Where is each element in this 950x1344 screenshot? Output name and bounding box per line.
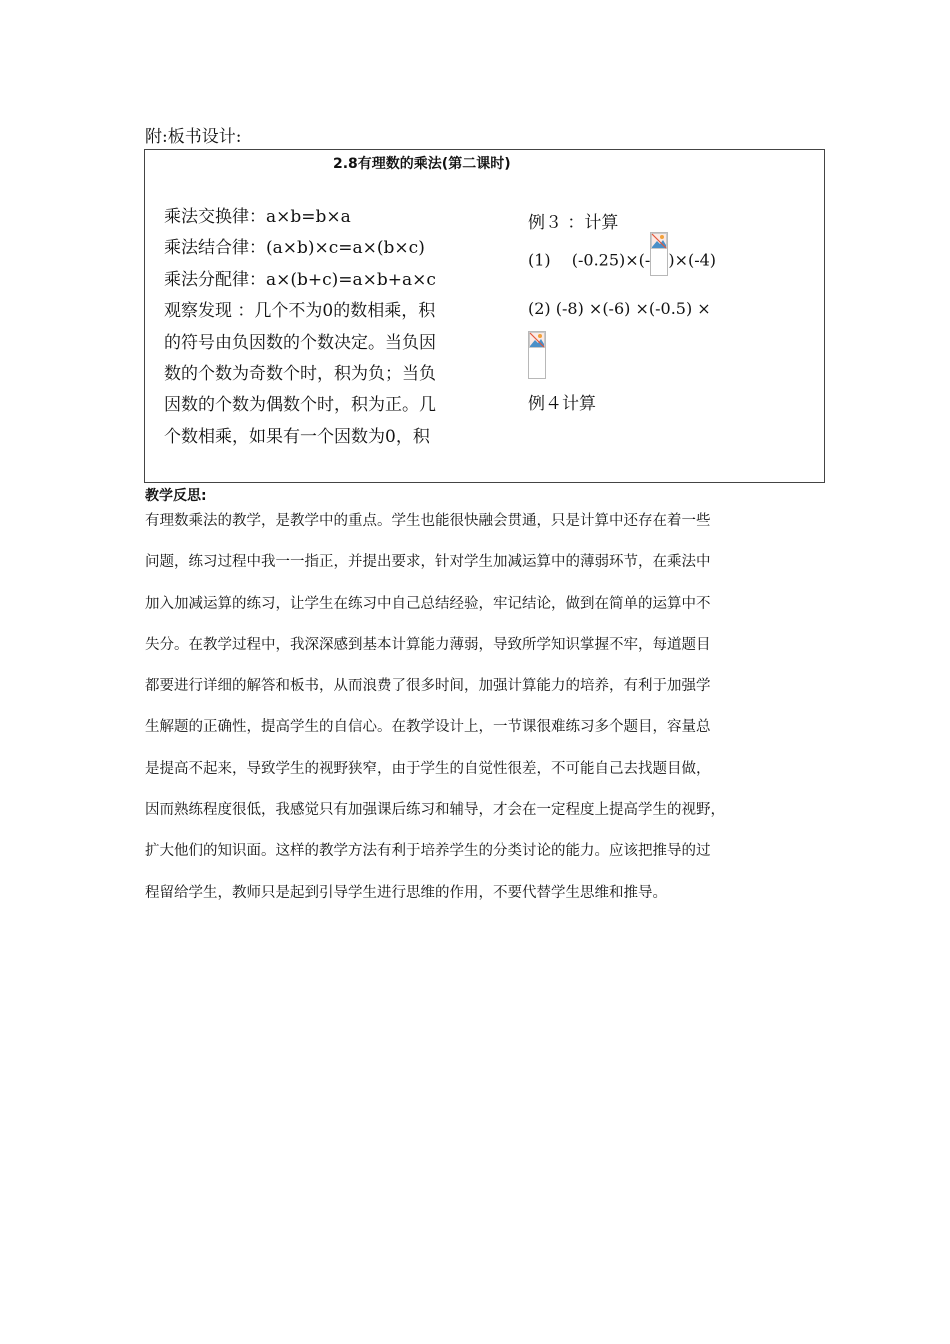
board-design-box [144, 149, 825, 483]
reflection-line: 程留给学生，教师只是起到引导学生进行思维的作用，不要代替学生思维和推导。 [145, 884, 667, 901]
observation-line-5: 个数相乘，如果有一个因数为0，积 [164, 426, 430, 447]
observation-line-2: 的符号由负因数的个数决定。当负因 [164, 332, 436, 353]
reflection-line: 生解题的正确性，提高学生的自信心。在教学设计上，一节课很难练习多个题目，容量总 [145, 719, 711, 736]
ex1-suffix: )×(-4) [668, 250, 717, 270]
law-distributive: 乘法分配律：a×(b+c)=a×b+a×c [164, 269, 436, 290]
broken-image-icon [651, 233, 667, 249]
fraction-image-placeholder-2 [528, 331, 546, 379]
law-associative: 乘法结合律：(a×b)×c=a×(b×c) [164, 238, 425, 259]
reflection-line: 扩大他们的知识面。这样的教学方法有利于培养学生的分类讨论的能力。应该把推导的过 [145, 843, 711, 860]
reflection-line: 因而熟练程度很低，我感觉只有加强课后练习和辅导，才会在一定程度上提高学生的视野， [145, 802, 725, 819]
example-3-item-2-image [528, 331, 546, 379]
broken-image-icon [529, 332, 545, 348]
reflection-line: 失分。在教学过程中，我深深感到基本计算能力薄弱，导致所学知识掌握不牢，每道题目 [145, 636, 711, 653]
example-3-item-2: (2) (-8) ×(-6) ×(-0.5) × [528, 299, 711, 318]
example-3-title: 例３ ：计算 [528, 213, 619, 233]
reflection-line: 问题，练习过程中我一一指正，并提出要求，针对学生加减运算中的薄弱环节，在乘法中 [145, 554, 711, 571]
law-commutative: 乘法交换律：a×b=b×a [164, 207, 351, 227]
reflection-line: 是提高不起来，导致学生的视野狭窄，由于学生的自觉性很差，不可能自己去找题目做， [145, 760, 711, 777]
reflection-line: 加入加减运算的练习，让学生在练习中自己总结经验，牢记结论，做到在简单的运算中不 [145, 595, 711, 612]
board-title: 2.8有理数的乘法(第二课时) [333, 156, 511, 172]
fraction-image-placeholder [650, 232, 668, 276]
board-laws-column [164, 202, 474, 453]
appendix-heading: 附:板书设计: [145, 127, 242, 147]
observation-line-4: 因数的个数为偶数个时，积为正。几 [164, 395, 436, 416]
reflection-body [145, 509, 815, 922]
example-4-title: 例４计算 [528, 394, 596, 414]
reflection-line: 都要进行详细的解答和板书，从而浪费了很多时间，加强计算能力的培养，有利于加强学 [145, 678, 711, 695]
observation-line-1: 观察发现 ：几个不为0的数相乘，积 [164, 301, 436, 322]
example-3-item-1 [528, 246, 716, 276]
reflection-heading: 教学反思: [145, 488, 207, 504]
observation-line-3: 数的个数为奇数个时，积为负；当负 [164, 363, 436, 384]
reflection-line: 有理数乘法的教学，是教学中的重点。学生也能很快融会贯通，只是计算中还存在着一些 [145, 513, 711, 529]
ex1-prefix: (1) (-0.25)×(- [528, 250, 651, 270]
